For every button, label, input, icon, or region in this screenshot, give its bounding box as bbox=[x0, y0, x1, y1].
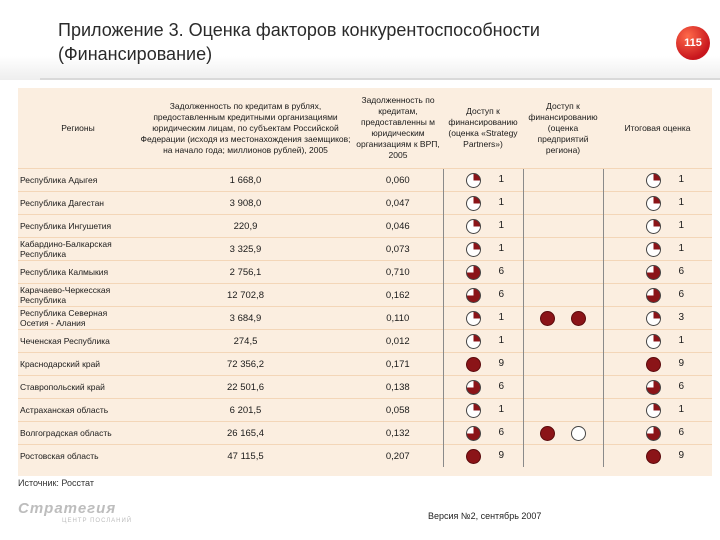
version-label: Версия №2, сентябрь 2007 bbox=[428, 511, 542, 521]
share-cell: 0,710 bbox=[353, 261, 443, 284]
competitiveness-table bbox=[18, 88, 712, 476]
access-strategy-cell bbox=[443, 353, 523, 376]
total-score: 9 bbox=[678, 450, 685, 462]
harvey-ball-icon bbox=[466, 196, 481, 211]
table-row bbox=[18, 261, 712, 284]
harvey-ball-icon bbox=[466, 242, 481, 257]
header-debt-share: Задолженность по кредитам, предоставленны м юридическим организациям к ВРП, 2005 bbox=[356, 95, 440, 160]
share-cell: 0,012 bbox=[353, 330, 443, 353]
share-cell: 0,162 bbox=[353, 284, 443, 307]
harvey-ball-icon bbox=[646, 173, 661, 188]
region-cell: Краснодарский край bbox=[18, 353, 138, 376]
harvey-ball-icon bbox=[646, 334, 661, 349]
strategy-score: 1 bbox=[498, 174, 505, 186]
total-score: 1 bbox=[678, 335, 685, 347]
harvey-ball-icon bbox=[466, 334, 481, 349]
share-cell: 0,207 bbox=[353, 445, 443, 468]
debt-cell: 26 165,4 bbox=[138, 422, 353, 445]
access-enterprises-cell bbox=[523, 399, 603, 422]
harvey-ball-icon bbox=[466, 311, 481, 326]
strategy-score: 1 bbox=[498, 312, 505, 324]
total-score: 6 bbox=[678, 381, 685, 393]
table-row bbox=[18, 169, 712, 192]
strategy-score: 1 bbox=[498, 243, 505, 255]
region-cell: Ставропольский край bbox=[18, 376, 138, 399]
table-row bbox=[18, 284, 712, 307]
harvey-ball-icon bbox=[646, 242, 661, 257]
harvey-ball-icon bbox=[646, 357, 661, 372]
share-cell: 0,171 bbox=[353, 353, 443, 376]
debt-cell: 3 325,9 bbox=[138, 238, 353, 261]
debt-cell: 6 201,5 bbox=[138, 399, 353, 422]
access-strategy-cell bbox=[443, 284, 523, 307]
access-strategy-cell bbox=[443, 399, 523, 422]
strategy-score: 9 bbox=[498, 358, 505, 370]
share-cell: 0,047 bbox=[353, 192, 443, 215]
access-enterprises-cell bbox=[523, 169, 603, 192]
harvey-ball-icon bbox=[466, 449, 481, 464]
source-note: Источник: Росстат bbox=[18, 478, 94, 488]
strategy-score: 1 bbox=[498, 335, 505, 347]
debt-cell: 72 356,2 bbox=[138, 353, 353, 376]
total-score: 6 bbox=[678, 266, 685, 278]
access-enterprises-cell bbox=[523, 261, 603, 284]
region-cell: Астраханская область bbox=[18, 399, 138, 422]
access-strategy-cell bbox=[443, 376, 523, 399]
header-total: Итоговая оценка bbox=[624, 122, 691, 133]
total-cell bbox=[603, 215, 712, 238]
access-strategy-cell bbox=[443, 261, 523, 284]
access-enterprises-cell bbox=[523, 330, 603, 353]
table-row bbox=[18, 353, 712, 376]
share-cell: 0,073 bbox=[353, 238, 443, 261]
total-score: 9 bbox=[678, 358, 685, 370]
debt-cell: 220,9 bbox=[138, 215, 353, 238]
strategy-score: 1 bbox=[498, 404, 505, 416]
table-row bbox=[18, 330, 712, 353]
table-row bbox=[18, 376, 712, 399]
total-score: 6 bbox=[678, 289, 685, 301]
table-row bbox=[18, 422, 712, 445]
access-strategy-cell bbox=[443, 445, 523, 468]
harvey-ball-icon bbox=[466, 219, 481, 234]
debt-cell: 22 501,6 bbox=[138, 376, 353, 399]
header-access-strategy: Доступ к финансированию (оценка «Strategy Partners») bbox=[448, 106, 518, 149]
total-score: 1 bbox=[678, 404, 685, 416]
total-score: 1 bbox=[678, 243, 685, 255]
access-enterprises-cell bbox=[523, 376, 603, 399]
harvey-ball-icon bbox=[466, 173, 481, 188]
access-strategy-cell bbox=[443, 215, 523, 238]
total-cell bbox=[603, 445, 712, 468]
total-cell bbox=[603, 399, 712, 422]
total-cell bbox=[603, 353, 712, 376]
strategy-score: 6 bbox=[498, 289, 505, 301]
access-enterprises-cell bbox=[523, 353, 603, 376]
access-enterprises-cell bbox=[523, 445, 603, 468]
strategy-score: 6 bbox=[498, 427, 505, 439]
harvey-ball-icon bbox=[466, 426, 481, 441]
region-cell: Республика Дагестан bbox=[18, 192, 138, 215]
share-cell: 0,058 bbox=[353, 399, 443, 422]
debt-cell: 47 115,5 bbox=[138, 445, 353, 468]
strategy-score: 1 bbox=[498, 220, 505, 232]
total-score: 3 bbox=[678, 312, 685, 324]
access-enterprises-cell bbox=[523, 238, 603, 261]
region-cell: Волгоградская область bbox=[18, 422, 138, 445]
harvey-ball-icon bbox=[646, 449, 661, 464]
total-cell bbox=[603, 307, 712, 330]
harvey-ball-icon bbox=[646, 403, 661, 418]
region-cell: Кабардино-Балкарская Республика bbox=[18, 238, 138, 261]
total-score: 6 bbox=[678, 427, 685, 439]
harvey-ball-icon bbox=[646, 311, 661, 326]
access-strategy-cell bbox=[443, 422, 523, 445]
debt-cell: 1 668,0 bbox=[138, 169, 353, 192]
total-cell bbox=[603, 284, 712, 307]
total-score: 1 bbox=[678, 174, 685, 186]
header-access-enterprises: Доступ к финансированию (оценка предприятий региона) bbox=[528, 100, 598, 155]
debt-cell: 12 702,8 bbox=[138, 284, 353, 307]
total-cell bbox=[603, 192, 712, 215]
total-cell bbox=[603, 330, 712, 353]
share-cell: 0,046 bbox=[353, 215, 443, 238]
access-enterprises-cell bbox=[523, 284, 603, 307]
total-score: 1 bbox=[678, 197, 685, 209]
header-region: Регионы bbox=[61, 122, 95, 133]
harvey-ball-icon bbox=[466, 403, 481, 418]
access-strategy-cell bbox=[443, 238, 523, 261]
region-cell: Республика Калмыкия bbox=[18, 261, 138, 284]
access-strategy-cell bbox=[443, 192, 523, 215]
total-cell bbox=[603, 238, 712, 261]
logo: Стратегия bbox=[18, 500, 117, 517]
harvey-ball-icon bbox=[571, 311, 586, 326]
table-row bbox=[18, 307, 712, 330]
harvey-ball-icon bbox=[466, 357, 481, 372]
access-enterprises-cell bbox=[523, 215, 603, 238]
total-score: 1 bbox=[678, 220, 685, 232]
harvey-ball-icon bbox=[466, 380, 481, 395]
share-cell: 0,110 bbox=[353, 307, 443, 330]
table-row bbox=[18, 445, 712, 468]
table-row bbox=[18, 238, 712, 261]
total-cell bbox=[603, 376, 712, 399]
harvey-ball-icon bbox=[466, 288, 481, 303]
access-enterprises-cell bbox=[523, 307, 603, 330]
access-enterprises-cell bbox=[523, 422, 603, 445]
debt-cell: 3 908,0 bbox=[138, 192, 353, 215]
logo-subtitle: ЦЕНТР ПОСЛАНИЙ bbox=[62, 518, 133, 524]
region-cell: Карачаево-Черкесская Республика bbox=[18, 284, 138, 307]
page-title: Приложение 3. Оценка факторов конкурентоспособности (Финансирование) bbox=[58, 20, 540, 64]
strategy-score: 6 bbox=[498, 381, 505, 393]
access-enterprises-cell bbox=[523, 192, 603, 215]
region-cell: Республика Северная Осетия - Алания bbox=[18, 307, 138, 330]
harvey-ball-icon bbox=[646, 380, 661, 395]
total-cell bbox=[603, 261, 712, 284]
region-cell: Чеченская Республика bbox=[18, 330, 138, 353]
region-cell: Республика Ингушетия bbox=[18, 215, 138, 238]
access-strategy-cell bbox=[443, 169, 523, 192]
region-cell: Ростовская область bbox=[18, 445, 138, 468]
share-cell: 0,060 bbox=[353, 169, 443, 192]
table-header-row bbox=[18, 88, 712, 169]
strategy-score: 6 bbox=[498, 266, 505, 278]
access-strategy-cell bbox=[443, 330, 523, 353]
share-cell: 0,132 bbox=[353, 422, 443, 445]
total-cell bbox=[603, 422, 712, 445]
debt-cell: 3 684,9 bbox=[138, 307, 353, 330]
strategy-score: 1 bbox=[498, 197, 505, 209]
table-row bbox=[18, 399, 712, 422]
debt-cell: 274,5 bbox=[138, 330, 353, 353]
region-cell: Республика Адыгея bbox=[18, 169, 138, 192]
harvey-ball-icon bbox=[540, 311, 555, 326]
total-cell bbox=[603, 169, 712, 192]
header-debt-rub: Задолженность по кредитам в рублях, предоставленным кредитными организациями юридическим лицам, по субъектам Российской Федерации (исходя из местонахождения заемщиков; на начало года; миллионов рублей), 2005 bbox=[140, 100, 351, 155]
harvey-ball-icon bbox=[646, 219, 661, 234]
harvey-ball-icon bbox=[571, 426, 586, 441]
access-strategy-cell bbox=[443, 307, 523, 330]
debt-cell: 2 756,1 bbox=[138, 261, 353, 284]
table-row bbox=[18, 215, 712, 238]
harvey-ball-icon bbox=[646, 288, 661, 303]
table-row bbox=[18, 192, 712, 215]
harvey-ball-icon bbox=[466, 265, 481, 280]
harvey-ball-icon bbox=[646, 265, 661, 280]
title-divider bbox=[40, 78, 720, 80]
share-cell: 0,138 bbox=[353, 376, 443, 399]
strategy-score: 9 bbox=[498, 450, 505, 462]
harvey-ball-icon bbox=[540, 426, 555, 441]
page-number-badge: 115 bbox=[676, 26, 710, 60]
harvey-ball-icon bbox=[646, 196, 661, 211]
harvey-ball-icon bbox=[646, 426, 661, 441]
